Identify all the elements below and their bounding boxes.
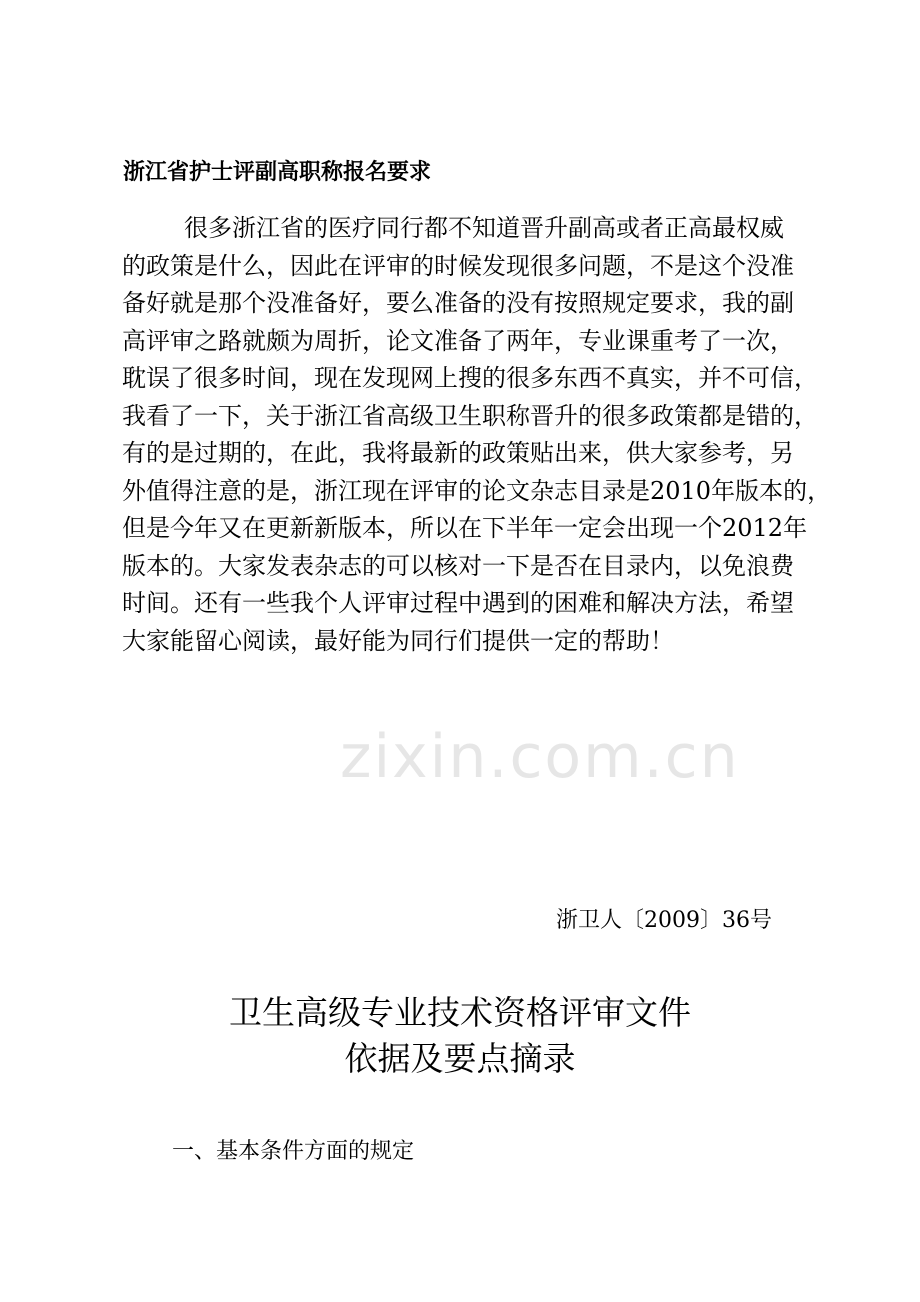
paragraph-line: 的政策是什么，因此在评审的时候发现很多问题，不是这个没准 (122, 251, 794, 280)
section-heading-1: 一、基本条件方面的规定 (172, 1139, 415, 1164)
watermark-text: zixin.com.cn (340, 722, 740, 792)
paragraph-line: 我看了一下，关于浙江省高级卫生职称晋升的很多政策都是错的， (122, 401, 818, 430)
paragraph-line: 耽误了很多时间，现在发现网上搜的很多东西不真实，并不可信， (122, 364, 818, 392)
document-heading: 浙江省护士评副高职称报名要求 (123, 160, 432, 185)
paragraph-line: 大家能留心阅读，最好能为同行们提供一定的帮助！ (122, 626, 674, 655)
document-number: 浙卫人〔2009〕36号 (556, 908, 772, 933)
paragraph-line: 但是今年又在更新新版本，所以在下半年一定会出现一个2012年 (122, 514, 808, 542)
intro-paragraph (122, 210, 832, 660)
paragraph-line: 时间。还有一些我个人评审过程中遇到的困难和解决方法，希望 (122, 589, 794, 617)
paragraph-line: 版本的。大家发表杂志的可以核对一下是否在目录内，以免浪费 (122, 551, 794, 580)
paragraph-line: 外值得注意的是，浙江现在评审的论文杂志目录是2010年版本的， (122, 476, 832, 505)
paragraph-line: 高评审之路就颇为周折，论文准备了两年，专业课重考了一次， (122, 326, 794, 355)
paragraph-line: 备好就是那个没准备好，要么准备的没有按照规定要求，我的副 (122, 289, 794, 317)
main-title-line-2: 依据及要点摘录 (344, 1039, 576, 1078)
main-title-line-1: 卫生高级专业技术资格评审文件 (229, 993, 691, 1032)
paragraph-line: 很多浙江省的医疗同行都不知道晋升副高或者正高最权威 (184, 214, 784, 242)
paragraph-line: 有的是过期的，在此，我将最新的政策贴出来，供大家参考，另 (122, 439, 794, 467)
